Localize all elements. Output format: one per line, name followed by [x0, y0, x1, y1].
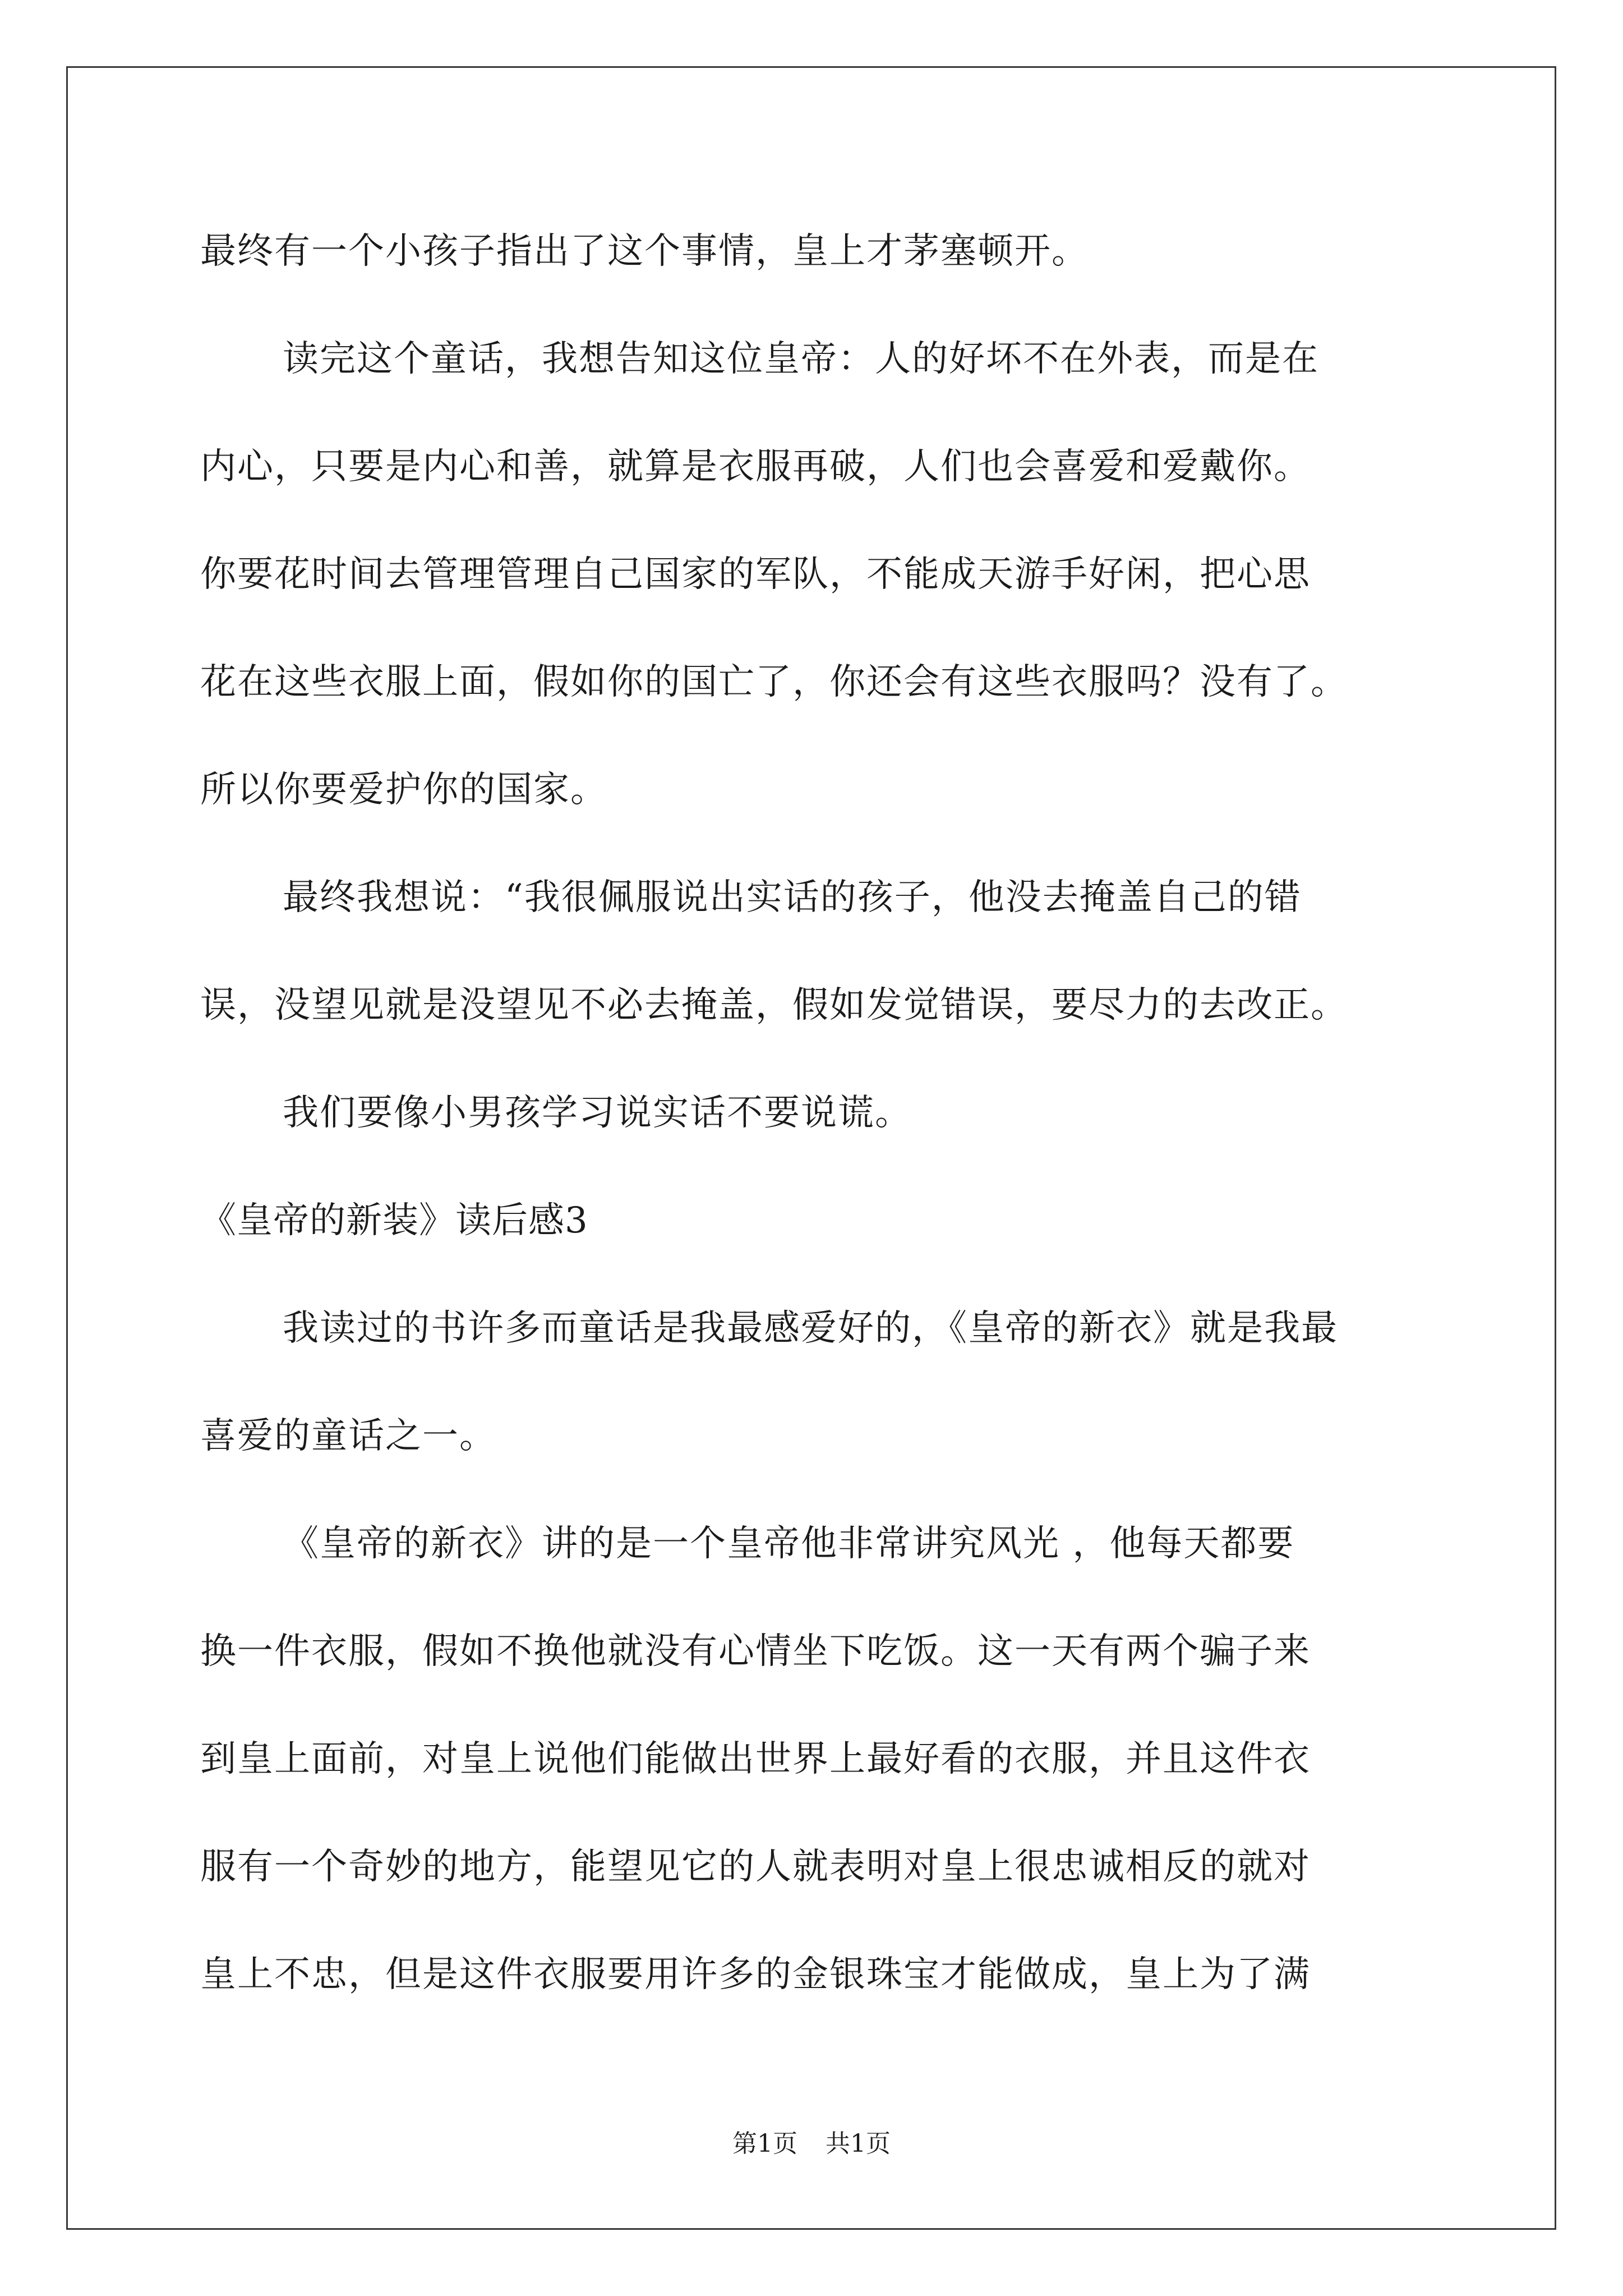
text-line: 读完这个童话，我想告知这位皇帝：人的好坏不在外表，而是在: [283, 338, 1319, 380]
page-number: 第1页: [732, 2129, 797, 2158]
text-line: 你要花时间去管理管理自己国家的军队，不能成天游手好闲，把心思: [200, 554, 1311, 595]
page-footer: [0, 2129, 1623, 2158]
text-line: 误，没望见就是没望见不必去掩盖，假如发觉错误，要尽力的去改正。: [200, 984, 1348, 1026]
text-line: 所以你要爱护你的国家。: [200, 769, 607, 811]
text-line: 服有一个奇妙的地方，能望见它的人就表明对皇上很忠诚相反的就对: [200, 1846, 1311, 1888]
text-line: 最终我想说：“我很佩服说出实话的孩子，他没去掩盖自己的错: [283, 877, 1302, 918]
text-line: 换一件衣服，假如不换他就没有心情坐下吃饭。这一天有两个骗子来: [200, 1631, 1311, 1672]
section-heading: 《皇帝的新装》读后感3: [200, 1200, 588, 1241]
page-total: 共1页: [826, 2129, 891, 2158]
text-line: 花在这些衣服上面，假如你的国亡了，你还会有这些衣服吗？没有了。: [200, 661, 1348, 703]
text-line: 我们要像小男孩学习说实话不要说谎。: [283, 1092, 912, 1134]
text-line: 内心，只要是内心和善，就算是衣服再破，人们也会喜爱和爱戴你。: [200, 446, 1311, 487]
page-border: [66, 66, 1556, 2230]
text-line: 喜爱的童话之一。: [200, 1415, 496, 1457]
text-line: 《皇帝的新衣》讲的是一个皇帝他非常讲究风光 ，他每天都要: [283, 1523, 1295, 1565]
text-line: 皇上不忠，但是这件衣服要用许多的金银珠宝才能做成，皇上为了满: [200, 1954, 1311, 1995]
text-line: 到皇上面前，对皇上说他们能做出世界上最好看的衣服，并且这件衣: [200, 1738, 1311, 1780]
text-line: 最终有一个小孩子指出了这个事情，皇上才茅塞顿开。: [200, 231, 1089, 272]
text-line: 我读过的书许多而童话是我最感爱好的，《皇帝的新衣》就是我最: [283, 1308, 1338, 1349]
